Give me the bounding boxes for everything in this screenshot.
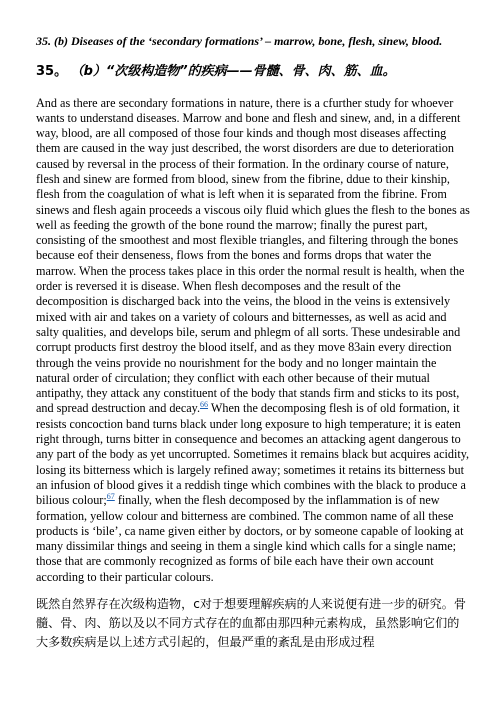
body-text-part-3: finally, when the flesh decomposed by the inflammation is of new formation, yellow colour and bitterness are combined. The common name of all these products is ‘bile’, ca name given either by doctors, or by someone capable of looking at many dissimilar things and seeing in them a single kind which calls for a single name; those that are commonly recognized as forms of bile each have their own account according to their particular colours. (36, 493, 464, 584)
document-page (36, 34, 470, 652)
body-text-part-1: And as there are secondary formations in nature, there is a cfurther study for whoever wants to understand diseases. Marrow and bone and flesh and sinew, and, in a different way, blood, are all composed of those four kinds and though most diseases affecting them are caused in the way just described, the worst disorders are due to deterioration caused by reversal in the process of their formation. In the ordinary course of nature, flesh and sinew are formed from blood, sinew from the fibrine, ddue to their kinship, flesh from the coagulation of what is left when it is separated from the fibrine. From sinews and flesh again proceeds a viscous oily fluid which glues the flesh to the bones as well as feeding the growth of the bone round the marrow; finally the purest part, consisting of the smoothest and most flexible triangles, and filtering through the bones because eof their denseness, flows from the bones and forms drops that water the marrow. When the process takes place in this order the normal result is health, when the order is reversed it is disease. When flesh decomposes and the result of the decomposition is discharged back into the veins, the blood in the veins is extensively mixed with air and takes on a variety of colours and bitternesses, as well as acid and salty qualities, and develops bile, serum and phlegm of all sorts. These undesirable and corrupt products first destroy the blood itself, and as they move 83ain every direction through the veins provide no nourishment for the body and no longer maintain the natural order of circulation; they conflict with each other because of their mutual antipathy, they attack any constituent of the body that stands firm and sticks to its post, and spread destruction and decay. (36, 95, 470, 416)
section-number-chinese: 35。 (36, 63, 68, 79)
section-title-chinese: （b）“次级构造物”的疾病——骨髓、骨、肉、筋、血。 (77, 63, 396, 79)
footnote-link-66[interactable]: 66 (200, 400, 209, 410)
section-heading-chinese (36, 63, 470, 81)
body-paragraph-english (36, 96, 470, 586)
body-paragraph-chinese: 既然自然界存在次级构造物，c对于想要理解疾病的人来说便有进一步的研究。骨髓、骨、肉、筋以及以不同方式存在的血都由那四种元素构成，虽然影响它们的大多数疾病是以上述方式引起的，但最严重的紊乱是由形成过程 (36, 597, 466, 649)
body-text-part-2: When the decomposing flesh is of old formation, it resists concoction band turns black under long exposure to high temperature; it is eaten right through, turns bitter in consequence and becomes an attacking agent dangerous to any part of the body as yet uncorrupted. Sometimes it remains black but acquires acidity, losing its bitterness which is largely refined away; sometimes it retains its bitterness but an infusion of blood gives it a reddish tinge which combines with the black to produce a bilious colour; (36, 401, 470, 508)
footnote-link-67[interactable]: 67 (106, 492, 115, 502)
section-heading-english: 35. (b) Diseases of the ‘secondary formations’ – marrow, bone, flesh, sinew, blood. (36, 34, 443, 48)
